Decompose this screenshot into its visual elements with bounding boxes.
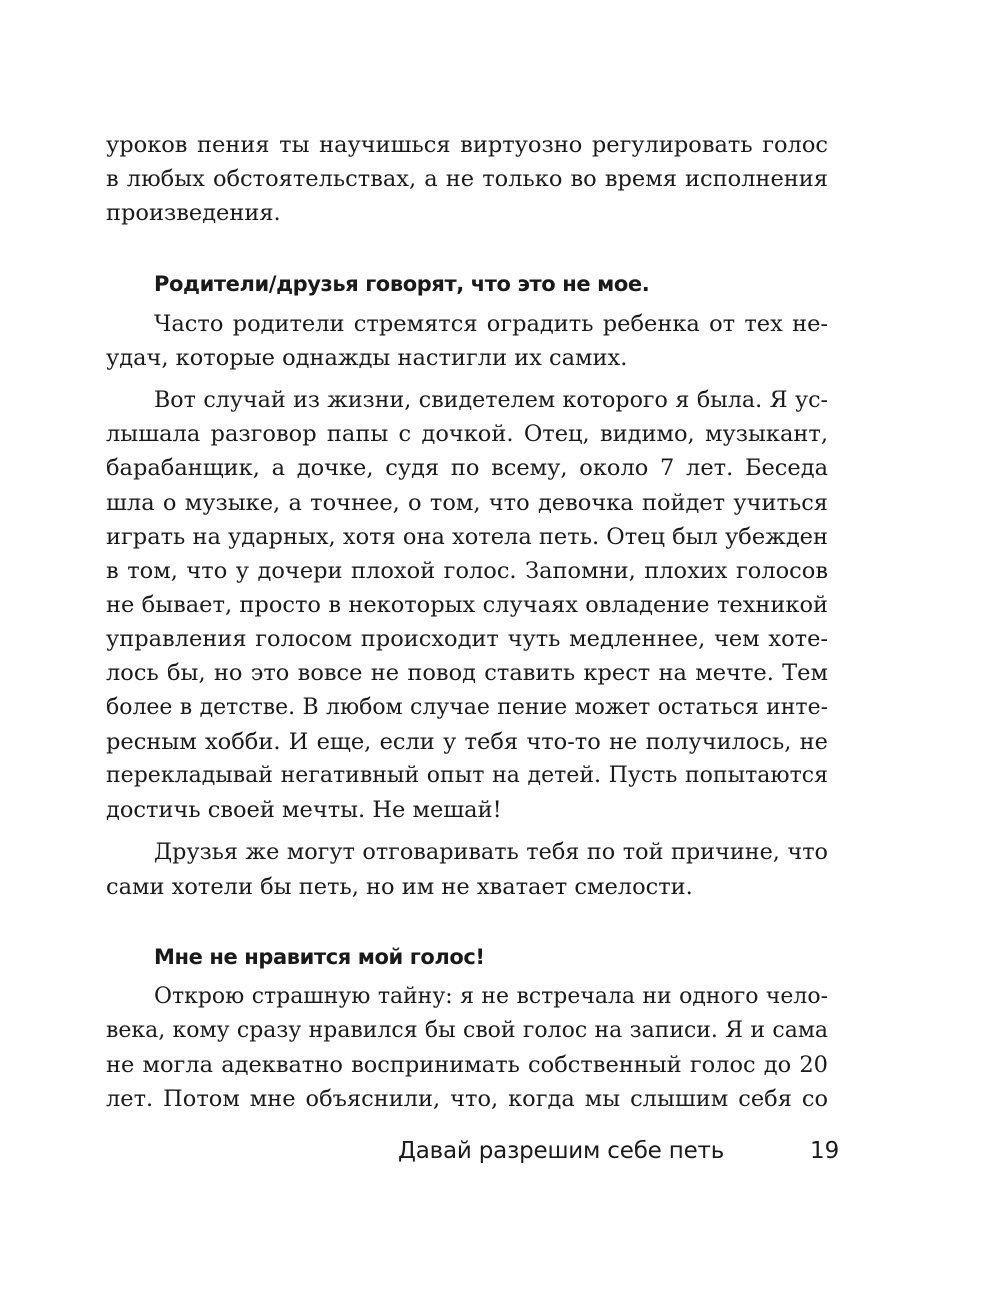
- text-line: барабанщик, а дочке, судя по всему, около 7 лет. Беседа: [106, 455, 828, 482]
- paragraph-friends: [106, 835, 828, 903]
- running-title: Давай разрешим себе петь: [398, 1138, 725, 1164]
- text-line: Открою страшную тайну: я не встречала ни одного чело-: [154, 983, 828, 1009]
- paragraph-secret: [106, 980, 828, 1117]
- text-line: ресным хобби. И еще, если у тебя что-то не получилось, не: [106, 728, 828, 755]
- text-line: более в детстве. В любом случае пение может остаться инте-: [106, 694, 828, 720]
- text-line: уроков пения ты научишься виртуозно регулировать голос: [106, 132, 828, 158]
- text-line: в любых обстоятельствах, а не только во время исполнения: [106, 166, 828, 193]
- text-line: Друзья же могут отговаривать тебя по той причине, что: [154, 839, 828, 866]
- page-footer: [0, 1134, 986, 1170]
- text-line: Часто родители стремятся оградить ребенка от тех не-: [154, 310, 828, 337]
- text-line: в том, что у дочери плохой голос. Запомни, плохих голосов: [106, 557, 828, 584]
- text-line: лышала разговор папы с дочкой. Отец, видимо, музыкант,: [106, 421, 828, 448]
- paragraph-story: [106, 383, 828, 827]
- text-line: сами хотели бы петь, но им не хватает смелости.: [106, 873, 693, 900]
- paragraph-intro: [106, 128, 828, 231]
- text-line: лет. Потом мне объяснили, что, когда мы слышим себя со: [106, 1086, 828, 1113]
- text-line: не могла адекватно воспринимать собственный голос до 20: [106, 1052, 828, 1079]
- paragraph-parents: [106, 307, 828, 375]
- text-line: достичь своей мечты. Не мешай!: [106, 797, 502, 824]
- text-line: шла о музыке, а точнее, о том, что девочка пойдет учиться: [106, 489, 828, 516]
- page-body: [106, 128, 828, 1117]
- page-number: 19: [810, 1138, 840, 1164]
- section-heading-voice: Мне не нравится мой голос!: [154, 944, 485, 969]
- text-line: перекладывай негативный опыт на детей. Пусть попытаются: [106, 763, 828, 788]
- section-heading-parents-friends: Родители/друзья говорят, что это не мое.: [154, 271, 650, 296]
- text-line: лось бы, но это вовсе не повод ставить крест на мечте. Тем: [106, 660, 828, 687]
- text-line: Вот случай из жизни, свидетелем которого я была. Я ус-: [154, 386, 828, 413]
- text-line: удач, которые однажды настигли их самих.: [106, 344, 628, 371]
- text-line: века, кому сразу нравился бы свой голос на записи. Я и сама: [106, 1017, 828, 1043]
- text-line: играть на ударных, хотя она хотела петь. Отец был убежден: [106, 523, 828, 550]
- text-line: управления голосом происходит чуть медленнее, чем хоте-: [106, 626, 828, 653]
- text-line: произведения.: [106, 200, 281, 227]
- text-line: не бывает, просто в некоторых случаях овладение техникой: [106, 592, 828, 619]
